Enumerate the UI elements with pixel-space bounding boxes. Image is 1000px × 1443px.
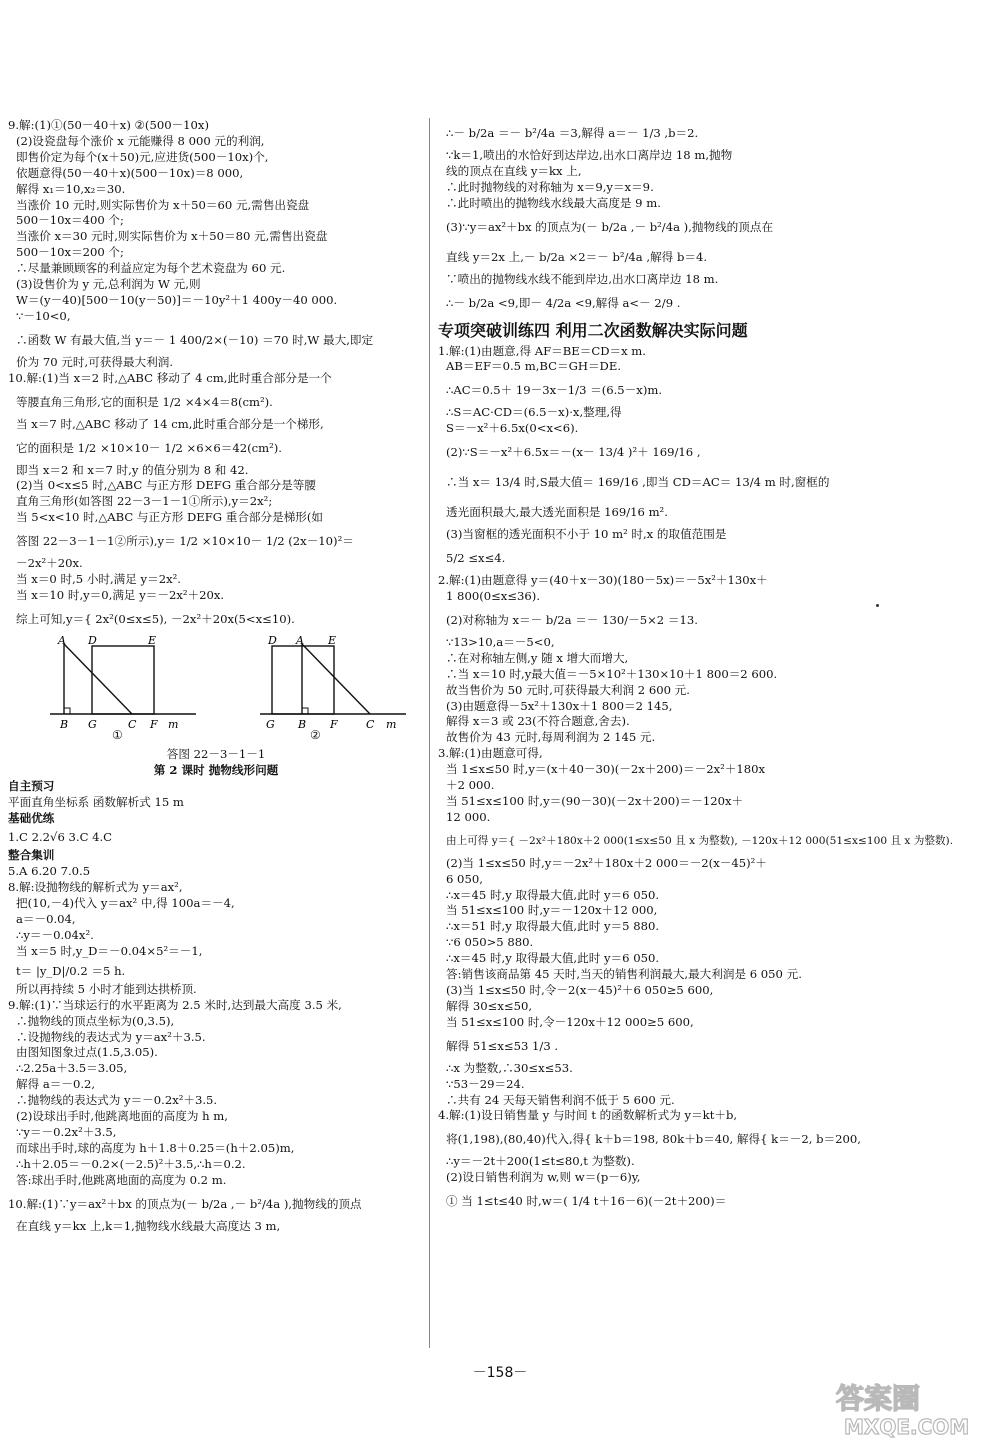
subsection-heading: 整合集训: [8, 848, 55, 863]
text-line: AB＝EF＝0.5 m,BC＝GH＝DE.: [446, 359, 621, 374]
text-line: ∴h＋2.05＝－0.2×(－2.5)²＋3.5,∴h＝0.2.: [16, 1156, 246, 1171]
text-line: 当 x＝5 时,y_D＝－0.04×5²＝－1,: [16, 943, 203, 958]
text-line: 10.解:(1)∵y＝ax²＋bx 的顶点为(－ b/2a ,－ b²/4a ),抛物线的顶点: [8, 1196, 362, 1211]
text-line: ∵53－29＝24.: [446, 1076, 525, 1091]
text-line: 1.解:(1)由题意,得 AF＝BE＝CD＝x m.: [438, 343, 646, 358]
text-line: ∴AC＝0.5＋ 19－3x－1/3 ＝(6.5－x)m.: [446, 383, 663, 398]
text-line: ∵喷出的抛物线水线不能到岸边,出水口离岸边 18 m.: [446, 271, 719, 286]
text-line: ∴x＝45 时,y 取得最大值,此时 y＝6 050.: [446, 887, 660, 902]
text-line: a＝－0.04,: [16, 912, 76, 927]
text-line: (3)∵y＝ax²＋bx 的顶点为(－ b/2a ,－ b²/4a ),抛物线的顶点在: [446, 219, 774, 234]
text-line: －2x²＋20x.: [16, 556, 83, 571]
text-line: 500－10x＝400 个;: [16, 213, 124, 228]
text-line: ∴y＝－2t＋200(1≤t≤80,t 为整数).: [446, 1154, 635, 1169]
text-line: ∴－ b/2a ＝－ b²/4a ＝3,解得 a＝－ 1/3 ,b＝2.: [446, 126, 699, 140]
text-line: ∴此时喷出的抛物线水线最大高度是 9 m.: [446, 195, 661, 210]
text-line: (3)设售价为 y 元,总利润为 W 元,则: [16, 277, 201, 292]
text-line: 直线 y＝2x 上,－ b/2a ×2＝－ b²/4a ,解得 b＝4.: [446, 249, 708, 264]
text-line: 当 51≤x≤100 时,令－120x＋12 000≥5 600,: [446, 1014, 694, 1029]
text-line: 把(10,－4)代入 y＝ax² 中,得 100a＝－4,: [16, 896, 235, 911]
text-line: ∴尽量兼顾顾客的利益应定为每个艺术瓷盘为 60 元.: [16, 261, 286, 276]
text-line: 1.C 2.2√6 3.C 4.C: [8, 830, 113, 845]
text-line: 解得 51≤x≤53 1/3 .: [446, 1038, 559, 1053]
text-line: 10.解:(1)当 x＝2 时,△ABC 移动了 4 cm,此时重合部分是一个: [8, 370, 332, 385]
text-line: 平面直角坐标系 函数解析式 15 m: [8, 794, 184, 809]
text-line: 当 x＝7 时,△ABC 移动了 14 cm,此时重合部分是一个梯形,: [16, 416, 324, 431]
text-line: 它的面积是 1/2 ×10×10－ 1/2 ×6×6＝42(cm²).: [16, 440, 282, 455]
text-line: 4.解:(1)设日销售量 y 与时间 t 的函数解析式为 y＝kt＋b,: [438, 1108, 738, 1123]
text-line: 当 5<x<10 时,△ABC 与正方形 DEFG 重合部分是梯形(如: [16, 510, 324, 525]
text-line: 而球出手时,球的高度为 h＋1.8＋0.25＝(h＋2.05)m,: [16, 1140, 295, 1155]
geometry-figures: [8, 635, 424, 742]
point-label: E: [148, 635, 157, 647]
text-line: 答图 22－3－1－1②所示),y＝ 1/2 ×10×10－ 1/2 (2x－10)²＝: [16, 534, 354, 549]
point-label: G: [266, 717, 275, 731]
svg-text:MXQE.COM: MXQE.COM: [844, 1415, 970, 1439]
text-line: 答:球出手时,他跳离地面的高度为 0.2 m.: [16, 1172, 227, 1187]
column-divider: [429, 118, 430, 1348]
text-line: 由上可得 y＝{ －2x²＋180x＋2 000(1≤x≤50 且 x 为整数), －120x＋12 000(51≤x≤100 且 x 为整数).: [446, 834, 954, 847]
text-line: 将(1,198),(80,40)代入,得{ k＋b＝198, 80k＋b＝40, 解得{ k＝－2, b＝200,: [446, 1132, 861, 1147]
text-line: ∴共有 24 天每天销售利润不低于 5 600 元.: [446, 1092, 675, 1107]
right-column: [438, 118, 954, 1216]
figure-1-label: ①: [112, 727, 123, 742]
text-line: ∴2.25a＋3.5＝3.05,: [16, 1061, 128, 1076]
point-label: E: [328, 635, 337, 647]
section-title: 专项突破训练四 利用二次函数解决实际问题: [438, 320, 748, 340]
text-line: 当 1≤x≤50 时,y＝(x＋40－30)(－2x＋200)＝－2x²＋180x: [446, 762, 766, 777]
text-line: 在直线 y＝kx 上,k＝1,抛物线水线最大高度达 3 m,: [16, 1218, 281, 1233]
text-line: ∴当 x＝10 时,y最大值＝－5×10²＋130×10＋1 800＝2 600.: [446, 666, 778, 681]
text-line: ∴－ b/2a <9,即－ 4/2a <9,解得 a<－ 2/9 .: [446, 295, 681, 310]
text-line: ∵－10<0,: [16, 308, 71, 323]
subsection-heading: 基础优练: [8, 810, 55, 825]
point-label: D: [268, 635, 277, 647]
point-label: C: [128, 717, 137, 731]
point-label: B: [60, 717, 69, 731]
text-line: 直角三角形(如答图 22－3－1－1①所示),y＝2x²;: [16, 494, 273, 509]
text-line: 12 000.: [446, 809, 491, 824]
text-line: 5.A 6.20 7.0.5: [8, 864, 91, 879]
text-line: 2.解:(1)由题意得 y＝(40＋x－30)(180－5x)＝－5x²＋130x＋: [438, 573, 768, 588]
text-line: 线的顶点在直线 y＝kx 上,: [446, 163, 582, 178]
text-line: ＋2 000.: [446, 778, 495, 793]
text-line: 解得 a＝－0.2,: [16, 1077, 96, 1092]
figure-1-diagram: [48, 636, 198, 732]
text-line: t＝ |y_D|/0.2 ＝5 h.: [16, 963, 126, 978]
text-line: 即当 x＝2 和 x＝7 时,y 的值分别为 8 和 42.: [16, 462, 249, 477]
text-line: 当涨价 x＝30 元时,则实际售价为 x＋50＝80 元,需售出瓷盘: [16, 229, 328, 244]
text-line: 所以再持续 5 小时才能到达拱桥顶.: [16, 981, 197, 996]
point-label: G: [88, 717, 97, 731]
text-line: (2)∵S＝－x²＋6.5x＝－(x－ 13/4 )²＋ 169/16 ,: [446, 445, 701, 460]
text-line: ∴y＝－0.04x².: [16, 928, 94, 942]
text-line: ∴x＝51 时,y 取得最大值,此时 y＝5 880.: [446, 919, 660, 934]
text-line: ∴当 x＝ 13/4 时,S最大值＝ 169/16 ,即当 CD＝AC＝ 13/4 m 时,窗框的: [446, 475, 830, 490]
text-line: ∴抛物线的表达式为 y＝－0.2x²＋3.5.: [16, 1093, 218, 1108]
text-line: ∵13>10,a＝－5<0,: [446, 634, 555, 649]
text-line: (2)设瓷盘每个涨价 x 元能赚得 8 000 元的利润,: [16, 133, 265, 148]
text-line: 8.解:设抛物线的解析式为 y＝ax²,: [8, 880, 183, 895]
point-label: m: [168, 717, 179, 731]
point-label: F: [330, 717, 338, 731]
text-line: 解得 30≤x≤50,: [446, 998, 533, 1013]
text-line: (2)设球出手时,他跳离地面的高度为 h m,: [16, 1109, 228, 1124]
text-line: 价为 70 元时,可获得最大利润.: [16, 354, 174, 369]
text-line: ∵y＝－0.2x²＋3.5,: [16, 1124, 117, 1139]
point-label: B: [298, 717, 307, 731]
text-line: 等腰直角三角形,它的面积是 1/2 ×4×4＝8(cm²).: [16, 394, 273, 409]
figure-2-diagram: [258, 636, 408, 732]
text-line: ∴此时抛物线的对称轴为 x＝9,y＝x＝9.: [446, 179, 654, 194]
text-line: 9.解:(1)①(50－40＋x) ②(500－10x): [8, 118, 209, 132]
text-line: 5/2 ≤x≤4.: [446, 551, 506, 566]
text-line: 即售价定为每个(x＋50)元,应进货(500－10x)个,: [16, 149, 269, 164]
text-line: 3.解:(1)由题意可得,: [438, 746, 543, 761]
text-line: 当 x＝10 时,y＝0,满足 y＝－2x²＋20x.: [16, 587, 225, 602]
ink-speck: [876, 604, 879, 607]
text-line: (3)由题意得－5x²＋130x＋1 800＝2 145,: [446, 698, 673, 713]
text-line: S＝－x²＋6.5x(0<x<6).: [446, 421, 579, 436]
text-line: 透光面积最大,最大透光面积是 169/16 m².: [446, 505, 668, 520]
lesson-title: 第 2 课时 抛物线形问题: [153, 762, 279, 777]
point-label: F: [150, 717, 158, 731]
text-line: 1 800(0≤x≤36).: [446, 588, 541, 603]
text-line: 当 x＝0 时,5 小时,满足 y＝2x².: [16, 572, 181, 587]
text-line: (2)当 1≤x≤50 时,y＝－2x²＋180x＋2 000＝－2(x－45)²＋: [446, 855, 767, 870]
text-line: 当涨价 10 元时,则实际售价为 x＋50＝60 元,需售出瓷盘: [16, 197, 310, 212]
text-line: ∴在对称轴左侧,y 随 x 增大而增大,: [446, 650, 629, 665]
text-line: ∵6 050>5 880.: [446, 935, 534, 950]
text-line: (3)当 1≤x≤50 时,令－2(x－45)²＋6 050≥5 600,: [446, 983, 714, 997]
point-label: C: [366, 717, 375, 731]
text-line: ∵k＝1,喷出的水恰好到达岸边,出水口离岸边 18 m,抛物: [446, 148, 733, 162]
page-number: －158－: [472, 1365, 528, 1381]
text-line: (3)当窗框的透光面积不小于 10 m² 时,x 的取值范围是: [446, 527, 727, 542]
text-line: ∴函数 W 有最大值,当 y＝－ 1 400/2×(－10) ＝70 时,W 最大,即定: [16, 332, 374, 347]
text-line: 当 51≤x≤100 时,y＝－120x＋12 000,: [446, 903, 658, 918]
text-line: 9.解:(1)∵当球运行的水平距离为 2.5 米时,达到最大高度 3.5 米,: [8, 997, 342, 1012]
text-line: ∴x＝45 时,y 取得最大值,此时 y＝6 050.: [446, 951, 660, 966]
svg-text:答案圈: 答案圈: [836, 1382, 921, 1415]
point-label: D: [88, 635, 97, 647]
text-line: 当 51≤x≤100 时,y＝(90－30)(－2x＋200)＝－120x＋: [446, 793, 744, 808]
text-line: 由图知图象过点(1.5,3.05).: [16, 1045, 158, 1060]
left-column: [8, 118, 424, 1235]
text-line: (2)当 0<x≤5 时,△ABC 与正方形 DEFG 重合部分是等腰: [16, 478, 316, 493]
text-line: W＝(y－40)[500－10(y－50)]＝－10y²＋1 400y－40 000.: [16, 292, 338, 307]
text-line: 500－10x＝200 个;: [16, 245, 124, 260]
text-line: (2)对称轴为 x＝－ b/2a ＝－ 130/－5×2 ＝13.: [446, 612, 698, 627]
text-line: ∴S＝AC·CD＝(6.5－x)·x,整理,得: [446, 405, 622, 420]
watermark-logo: [830, 1378, 990, 1440]
subsection-heading: 自主预习: [8, 778, 55, 793]
text-line: 综上可知,y＝{ 2x²(0≤x≤5), －2x²＋20x(5<x≤10).: [16, 611, 295, 626]
point-label: A: [58, 635, 66, 647]
text-line: ∴x 为整数,∴30≤x≤53.: [446, 1060, 573, 1075]
figure-2-label: ②: [310, 727, 321, 742]
text-line: 6 050,: [446, 871, 483, 886]
text-line: 依题意得(50－40＋x)(500－10x)＝8 000,: [16, 165, 244, 180]
text-line: 解得 x₁＝10,x₂＝30.: [16, 181, 126, 196]
text-line: ∴抛物线的顶点坐标为(0,3.5),: [16, 1013, 175, 1028]
point-label: A: [296, 635, 304, 647]
figure-caption: 答图 22－3－1－1: [166, 746, 266, 761]
text-line: 解得 x＝3 或 23(不符合题意,舍去).: [446, 714, 630, 729]
text-line: 故当售价为 50 元时,可获得最大利润 2 600 元.: [446, 682, 690, 697]
text-line: 答:销售该商品第 45 天时,当天的销售利润最大,最大利润是 6 050 元.: [446, 967, 802, 982]
text-line: 故售价为 43 元时,每周利润为 2 145 元.: [446, 730, 656, 745]
point-label: m: [386, 717, 397, 731]
text-line: (2)设日销售利润为 w,则 w＝(p－6)y,: [446, 1170, 641, 1185]
text-line: ∴设抛物线的表达式为 y＝ax²＋3.5.: [16, 1029, 206, 1044]
text-line: ① 当 1≤t≤40 时,w＝( 1/4 t＋16－6)(－2t＋200)＝: [446, 1194, 727, 1209]
